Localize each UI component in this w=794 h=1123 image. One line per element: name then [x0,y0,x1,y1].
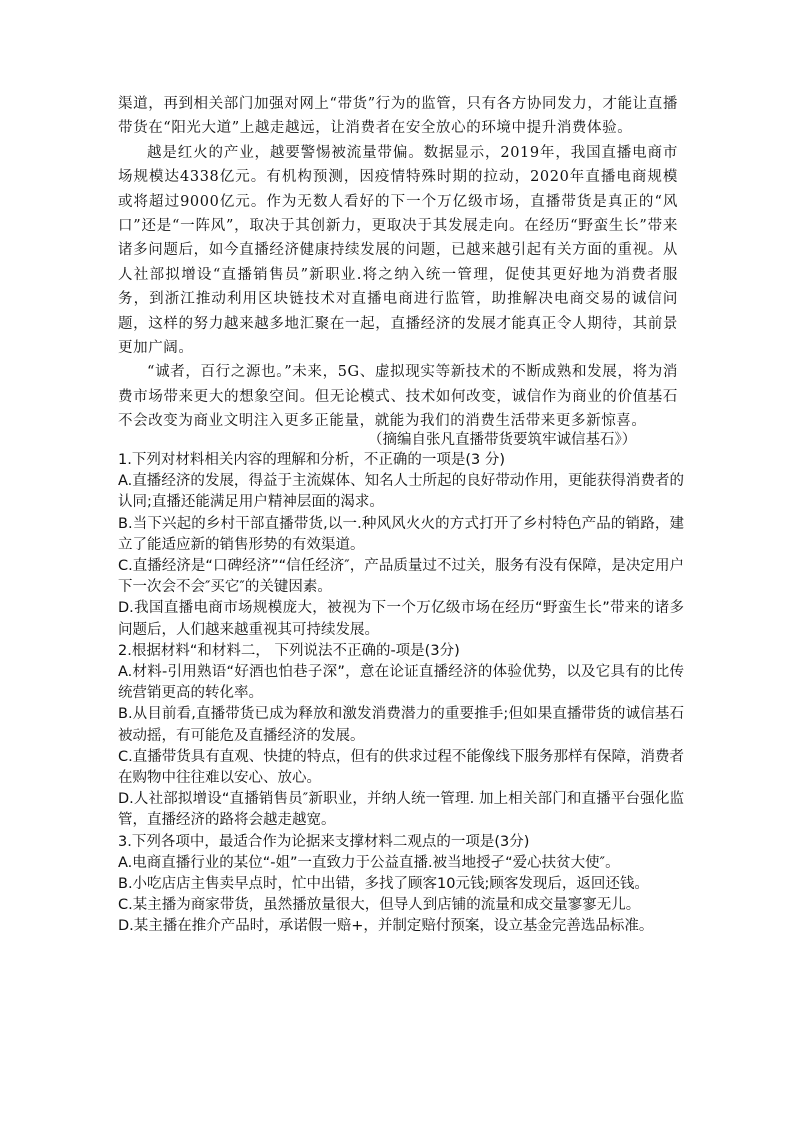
question-2-stem: 2.根据材料“和材料二， 下列说法不正确的-项是(3分) [118,642,460,659]
question-3-option-a: A.电商直播行业的某位“-姐”一直致力于公益直播.被当地授孑“爱心扶贫大使″。 [118,854,620,871]
passage-paragraph-2: 越是红火的产业，越要警惕被流量带偏。数据显示，2019年，我国直播电商市场规模达4338亿元。有机构预测，因疫情特殊时期的拉动，2020年直播电商规模或将超过9000亿元。作为无数人看好的下一个万亿级市场，直播带货是真正的“风口”还是“一阵风”，取决于其创新力，更取决于其发展走向。在经历“野蛮生长”带来诸多问题后，如今直播经济健康持续发展的问题，已越来越引起有关方面的重视。从人社部拟增设“直播销售员”新职业.将之纳入统一管理，促使其更好地为消费者服务，到浙江推动利用区块链技术对直播电商进行监管，助推解决电商交易的诚信问题，这样的努力越来越多地汇聚在一起，直播经济的发展才能真正令人期待，其前景更加广阔。 [118,144,678,357]
article-passage [118,92,678,434]
question-1-stem: 1.下列对材料相关内容的理解和分析，不正确的一项是(3 分) [118,452,505,468]
question-1-option-c: C.直播经济是“口碑经济”“信任经济″，产品质量过不过关，服务有没有保障，是决定用户下一次会不会″买它″的关键因素。 [118,558,684,596]
question-2-option-a: A.材料-引用熟语“好酒也怕巷子深”，意在论证直播经济的体验优势，以及它具有的比传统营销更高的转化率。 [118,664,684,702]
question-3-option-d: D.某主播在推介产品时，承诺假一赔+，并制定赔付预案，设立基金完善选品标准。 [118,918,654,935]
question-section [118,450,684,938]
question-3-option-c: C.某主播为商家带货，虽然播放量很大，但导人到店铺的流量和成交量寥寥无儿。 [118,897,641,914]
question-1-option-d: D.我国直播电商市场规模庞大，被视为下一个万亿级市场在经历“野蛮生长”带来的诸多问题后，人们越来越重视其可持续发展。 [118,600,684,638]
question-2-option-d: D.人社部拟增设“直播销售员″新职业，并纳人统一管理. 加上相关部门和直播平台强化监管，直播经济的路将会越走越宽。 [118,791,684,829]
question-3-option-b: B.小吃店店主售卖早点时，忙中出错，多找了顾客10元钱;顾客发现后，返回还钱。 [118,876,649,893]
source-citation: （摘编自张凡直播带货要筑牢诚信基石》） [368,432,637,448]
question-2-option-c: C.直播带货具有直观、快捷的特点，但有的供求过程不能像线下服务那样有保障，消费者在购物中往往难以安心、放心。 [118,748,684,787]
question-1-option-a: A.直播经济的发展，得益于主流媒体、知名人士所起的良好带动作用，更能获得消费者的认同;直播还能满足用户精神层面的渴求。 [118,473,684,511]
passage-paragraph-3: “诚者，百行之源也。”未来，5G、虚拟现实等新技术的不断成熟和发展，将为消费市场带来更大的想象空间。但无论模式、技术如何改变，诚信作为商业的价值基石不会改变为商业文明注入更多正能量，就能为我们的消费生活带来更多新惊喜。 [118,364,678,430]
question-2-option-b: B.从目前看,直播带货已成为释放和激发消费潜力的重要推手;但如果直播带货的诚信基石被动摇，有可能危及直播经济的发展。 [118,706,684,744]
question-1-option-b: B.当下兴起的乡村干部直播带货,以一.种风风火火的方式打开了乡村特色产品的销路，建立了能适应新的销售形势的有效渠道。 [118,515,684,553]
passage-paragraph-1: 渠道，再到相关部门加强对网上“带货”行为的监管，只有各方协同发力，才能让直播带货在“阳光大道”上越走越远，让消费者在安全放心的环境中提升消费体验。 [118,96,678,137]
question-3-stem: 3.下列各项中，最适合作为论据来支撑材料二观点的一项是(3分) [118,833,530,850]
